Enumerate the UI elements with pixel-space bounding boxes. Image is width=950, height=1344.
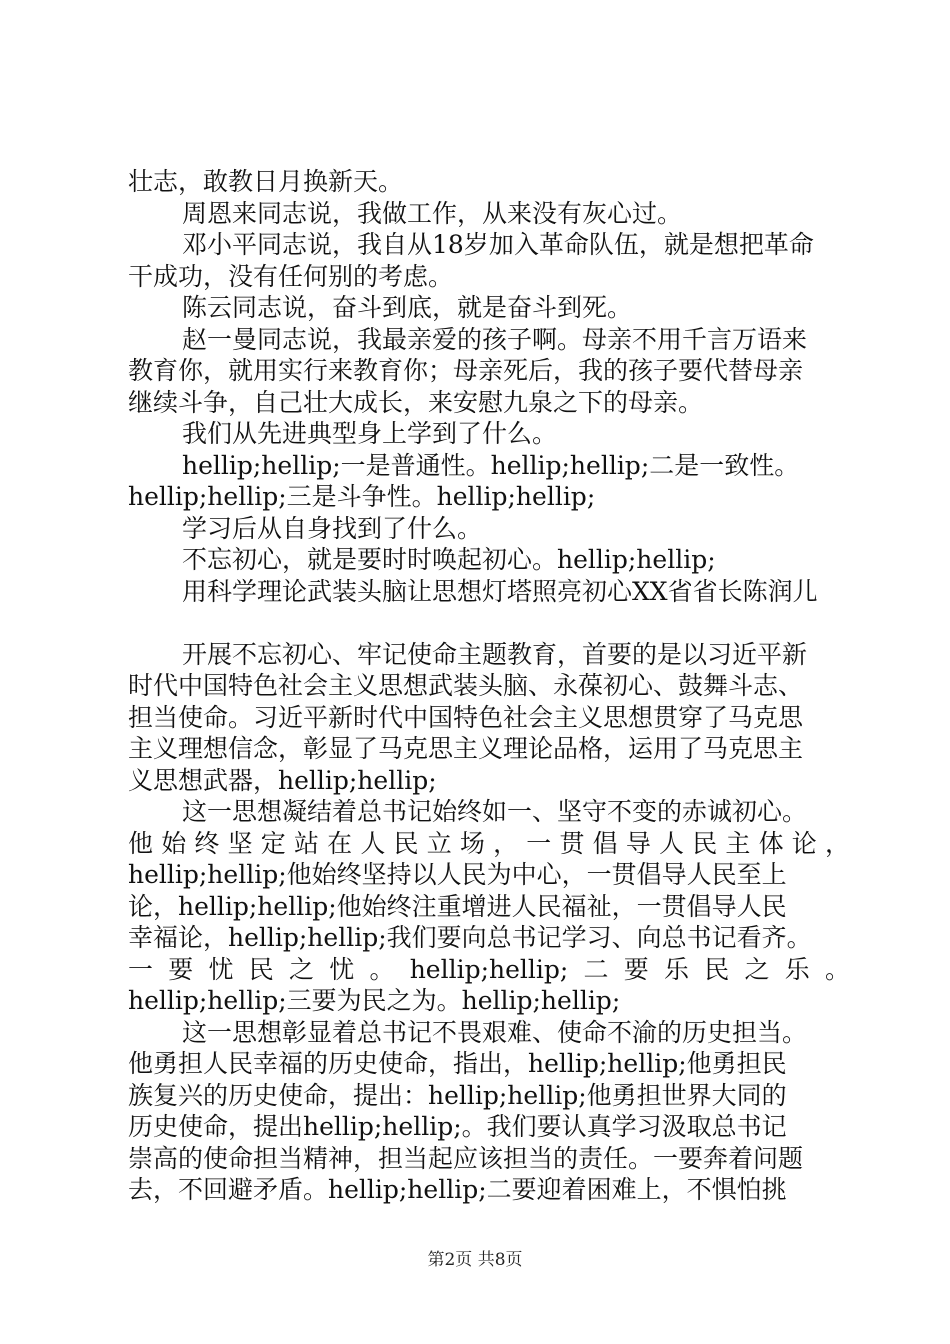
text-line: 继续斗争，自己壮大成长，来安慰九泉之下的母亲。	[128, 387, 704, 417]
text-line: 壮志，敢教日月换新天。	[128, 167, 404, 196]
text-line: hellip;hellip;他始终坚持以人民为中心，一贯倡导人民至上	[128, 860, 787, 889]
text-line: 我们从先进典型身上学到了什么。	[182, 419, 558, 448]
text-line: 他勇担人民幸福的历史使命，指出，hellip;hellip;他勇担民	[128, 1049, 787, 1078]
text-line: 历史使命，提出hellip;hellip;。我们要认真学习汲取总书记	[128, 1112, 787, 1141]
text-line: 族复兴的历史使命，提出：hellip;hellip;他勇担世界大同的	[128, 1080, 787, 1110]
text-line: 邓小平同志说，我自从18岁加入革命队伍，就是想把革命	[182, 230, 814, 259]
text-line: 赵一曼同志说，我最亲爱的孩子啊。母亲不用千言万语来	[182, 324, 808, 354]
page-footer: 第2页 共8页	[427, 1250, 523, 1270]
text-line: 这一思想彰显着总书记不畏艰难、使命不渝的历史担当。	[182, 1017, 808, 1047]
text-line: 崇高的使命担当精神，担当起应该担当的责任。一要奔着问题	[128, 1143, 804, 1173]
text-line: 一要忧民之忧。hellip;hellip;二要乐民之乐。	[128, 954, 850, 984]
text-line: hellip;hellip;一是普通性。hellip;hellip;二是一致性。	[182, 450, 800, 480]
text-line: 主义理想信念，彰显了马克思主义理论品格，运用了马克思主	[128, 734, 804, 763]
text-line: 不忘初心，就是要时时唤起初心。hellip;hellip;	[182, 545, 716, 574]
document-body	[128, 166, 850, 1206]
text-line: 担当使命。习近平新时代中国特色社会主义思想贯穿了马克思	[128, 702, 804, 732]
paragraph-gap	[128, 607, 850, 639]
text-line: 干成功，没有任何别的考虑。	[128, 261, 454, 291]
text-line: 学习后从自身找到了什么。	[182, 513, 483, 543]
text-line: 幸福论，hellip;hellip;我们要向总书记学习、向总书记看齐。	[128, 923, 812, 952]
text-line: hellip;hellip;三要为民之为。hellip;hellip;	[128, 986, 621, 1015]
text-line: 论，hellip;hellip;他始终注重增进人民福祉，一贯倡导人民	[128, 891, 787, 921]
text-line: 周恩来同志说，我做工作，从来没有灰心过。	[182, 198, 683, 228]
text-line: 陈云同志说，奋斗到底，就是奋斗到死。	[182, 293, 633, 322]
text-line: 义思想武器，hellip;hellip;	[128, 765, 437, 795]
section-heading: 用科学理论武装头脑让思想灯塔照亮初心XX省省长陈润儿	[182, 576, 818, 606]
text-line: hellip;hellip;三是斗争性。hellip;hellip;	[128, 482, 596, 511]
text-line: 教育你，就用实行来教育你；母亲死后，我的孩子要代替母亲	[128, 356, 804, 385]
text-line: 开展不忘初心、牢记使命主题教育，首要的是以习近平新	[182, 639, 808, 669]
text-line: 时代中国特色社会主义思想武装头脑、永葆初心、鼓舞斗志、	[128, 671, 804, 700]
text-line: 去，不回避矛盾。hellip;hellip;二要迎着困难上，不惧怕挑	[128, 1175, 787, 1204]
text-line: 这一思想凝结着总书记始终如一、坚守不变的赤诚初心。	[182, 797, 808, 826]
text-line: 他始终坚定站在人民立场，一贯倡导人民主体论，	[128, 828, 850, 858]
